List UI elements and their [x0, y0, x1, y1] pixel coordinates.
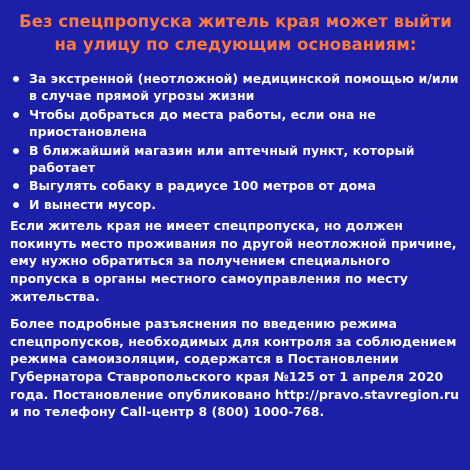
paragraph-other-reasons: Если житель края не имеет спецпропуска, но должен покинуть место проживания по другой неотложной причине, ему нужно обратиться за получением специального пропуска в органы местного самоуправления по месту жительства.	[10, 218, 457, 304]
list-item-text: В ближайший магазин или аптечный пункт, который работает	[29, 142, 415, 176]
list-item	[10, 106, 461, 141]
reasons-list	[10, 70, 461, 213]
bullet-icon	[13, 183, 19, 189]
list-item-text: Выгулять собаку в радиусе 100 метров от дома	[29, 178, 376, 194]
list-item-text: Чтобы добраться до места работы, если она не приостановлена	[29, 106, 376, 140]
page-title	[10, 10, 461, 56]
bullet-icon	[13, 112, 19, 118]
bullet-icon	[13, 202, 19, 208]
title-line-2: на улицу по следующим основаниям:	[54, 35, 417, 54]
paragraph-more-info: Более подробные разъяснения по введению режима спецпропусков, необходимых для контроля за соблюдением режима самоизоляции, содержатся в Постановлении Губернатора Ставропольского края №125 от 1 апреля 2020 года. Постановление опубликовано http://pravo.stavregion.ru и по телефону Call-центр 8 (800) 1000-768.	[10, 316, 460, 420]
list-item-text: И вынести мусор.	[29, 196, 156, 212]
bullet-icon	[13, 76, 19, 82]
list-item	[10, 142, 461, 177]
title-line-1: Без спецпропуска житель края может выйти	[19, 12, 452, 31]
list-item-text: За экстренной (неотложной) медицинской помощью и/или в случае прямой угрозы жизни	[29, 71, 459, 104]
bullet-icon	[13, 148, 19, 154]
list-item	[10, 196, 461, 213]
list-item	[10, 70, 461, 105]
list-item	[10, 177, 461, 194]
